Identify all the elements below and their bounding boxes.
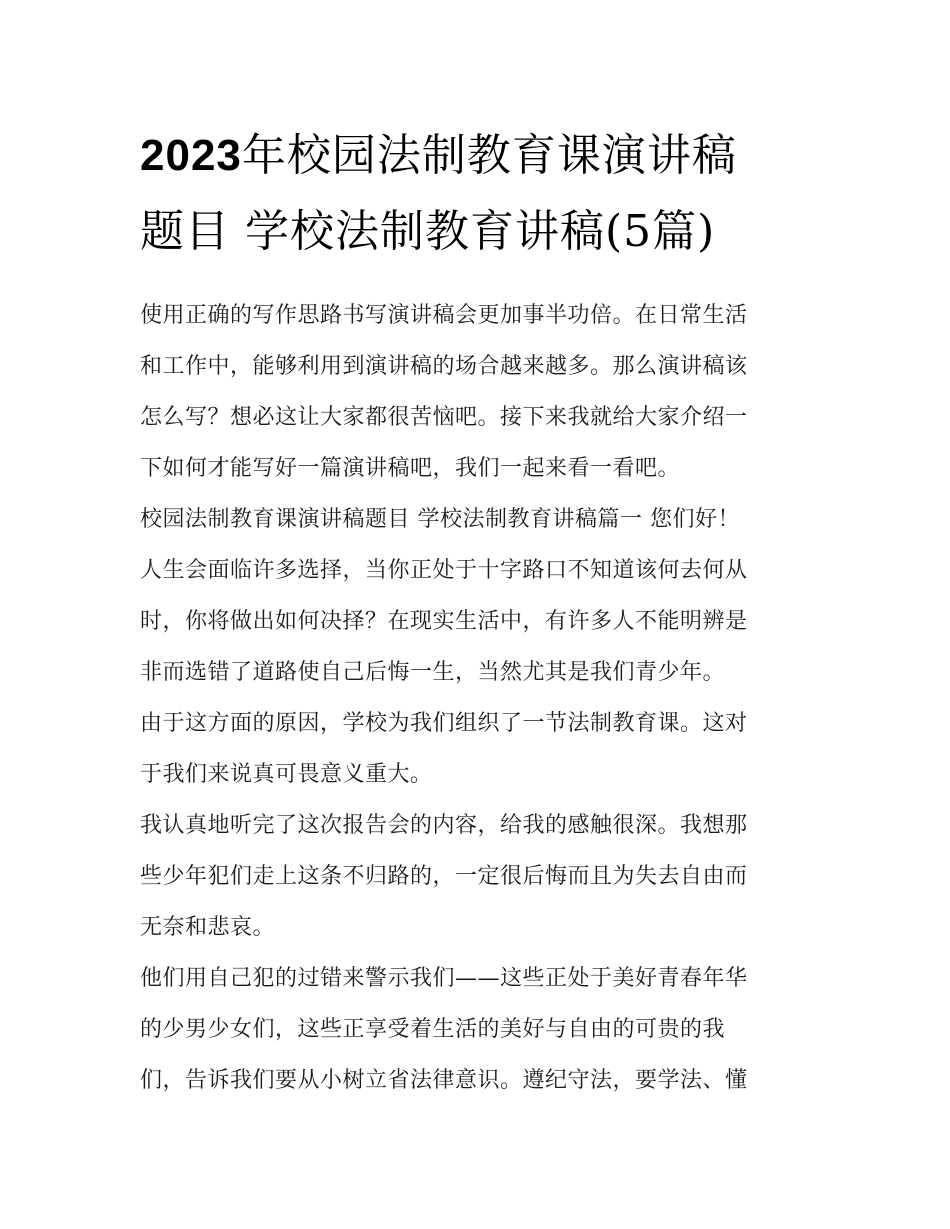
body-line: 下如何才能写好一篇演讲稿吧，我们一起来看一看吧。 (140, 456, 681, 481)
document-body (140, 290, 820, 1106)
body-line: 和工作中，能够利用到演讲稿的场合越来越多。那么演讲稿该 (140, 354, 748, 379)
body-line: 校园法制教育课演讲稿题目 学校法制教育讲稿篇一 您们好！ (140, 507, 740, 532)
body-line: 由于这方面的原因，学校为我们组织了一节法制教育课。这对 (140, 711, 748, 736)
title-line-1 (140, 118, 820, 194)
body-line: 时，你将做出如何决择？在现实生活中，有许多人不能明辨是 (140, 609, 748, 634)
body-line: 无奈和悲哀。 (140, 915, 276, 940)
body-line: 于我们来说真可畏意义重大。 (140, 762, 433, 787)
title-text-1: 年校园法制教育课演讲稿 (241, 130, 737, 181)
body-line: 人生会面临许多选择，当你正处于十字路口不知道该何去何从 (140, 558, 748, 583)
body-line: 非而选错了道路使自己后悔一生，当然尤其是我们青少年。 (140, 660, 726, 685)
body-line: 使用正确的写作思路书写演讲稿会更加事半功倍。在日常生活 (140, 303, 748, 328)
body-line: 我认真地听完了这次报告会的内容，给我的感触很深。我想那 (140, 813, 748, 838)
body-line: 的少男少女们，这些正享受着生活的美好与自由的可贵的我 (140, 1017, 726, 1042)
document-page (140, 118, 820, 1106)
body-line: 他们用自己犯的过错来警示我们——这些正处于美好青春年华 (140, 966, 748, 991)
title-text-2: 题目 学校法制教育讲稿(5篇) (140, 206, 716, 257)
body-line: 们，告诉我们要从小树立省法律意识。遵纪守法，要学法、懂 (140, 1068, 748, 1093)
body-line: 些少年犯们走上这条不归路的，一定很后悔而且为失去自由而 (140, 864, 748, 889)
document-title (140, 118, 820, 270)
body-line: 怎么写？想必这让大家都很苦恼吧。接下来我就给大家介绍一 (140, 405, 748, 430)
title-line-2 (140, 194, 820, 270)
title-year: 2023 (140, 131, 242, 180)
